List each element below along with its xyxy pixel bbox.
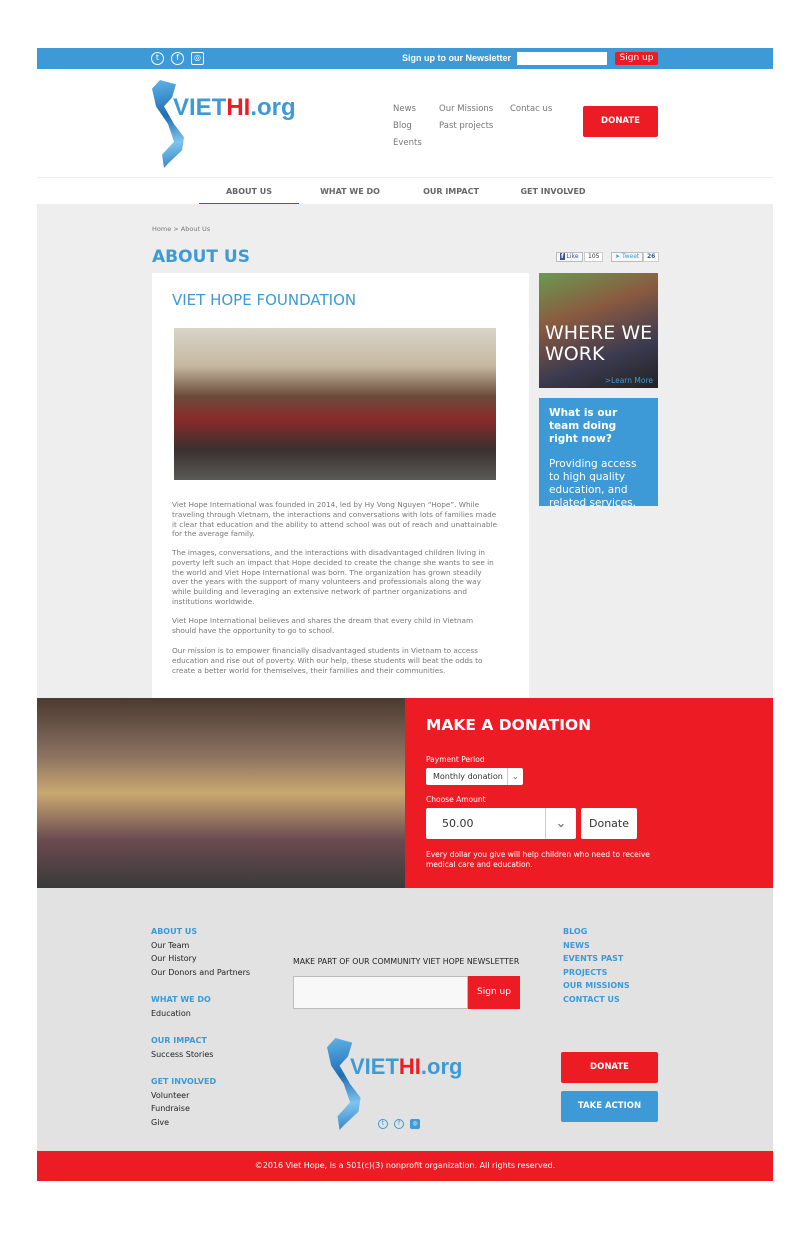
- amount-select[interactable]: 50.00 ⌄: [426, 808, 576, 839]
- nav-get-involved[interactable]: GET INVOLVED: [520, 187, 586, 196]
- footer-link[interactable]: Success Stories: [151, 1050, 214, 1059]
- chevron-down-icon: ⌄: [545, 808, 576, 839]
- footer-link[interactable]: Education: [151, 1009, 191, 1018]
- amount-label: Choose Amount: [426, 795, 486, 804]
- newsletter-label: Sign up to our Newsletter: [401, 53, 511, 63]
- instagram-icon[interactable]: ◎: [191, 52, 204, 65]
- footer-link-contact[interactable]: CONTACT US: [563, 995, 620, 1004]
- footer-heading-impact[interactable]: OUR IMPACT: [151, 1036, 207, 1045]
- footer-newsletter-label: MAKE PART OF OUR COMMUNITY VIET HOPE NEWSLETTER: [293, 957, 520, 966]
- nav-about-us[interactable]: ABOUT US: [199, 178, 299, 205]
- footer-link-news[interactable]: NEWS: [563, 941, 590, 950]
- payment-period-label: Payment Period: [426, 755, 485, 764]
- footer-donate-button[interactable]: DONATE: [561, 1052, 658, 1083]
- newsletter-email-input[interactable]: [517, 52, 607, 65]
- tweet-count: 26: [643, 252, 659, 262]
- header-link-news[interactable]: News: [393, 104, 416, 114]
- group-photo: [174, 328, 496, 480]
- donation-submit-button[interactable]: Donate: [581, 808, 637, 839]
- copyright: ©2016 Viet Hope, is a 501(c)(3) nonprofit organization. All rights reserved.: [37, 1151, 773, 1181]
- paragraph: Viet Hope International was founded in 2014, led by Hy Vong Nguyen “Hope”. While traveling through Vietnam, the interactions and conversations with lots of families made it clear that education and the ability to attend school was out of reach and unattainable for the average family.: [172, 500, 498, 539]
- header-link-events[interactable]: Events: [393, 138, 422, 148]
- learn-more-link[interactable]: >Learn More: [604, 376, 653, 385]
- take-action-button[interactable]: TAKE ACTION: [561, 1091, 658, 1122]
- card-title: VIET HOPE FOUNDATION: [172, 291, 357, 309]
- facebook-icon[interactable]: f: [171, 52, 184, 65]
- newsletter-signup-button[interactable]: Sign up: [615, 52, 658, 65]
- paragraph: Viet Hope International believes and shares the dream that every child in Vietnam should have the opportunity to go to school.: [172, 616, 474, 635]
- top-bar: [37, 48, 773, 69]
- footer-newsletter-input[interactable]: [293, 976, 468, 1009]
- breadcrumb[interactable]: Home > About Us: [152, 225, 211, 233]
- site-logo[interactable]: VIETHI.org: [173, 94, 296, 121]
- twitter-icon[interactable]: t: [151, 52, 164, 65]
- footer-heading-about[interactable]: ABOUT US: [151, 927, 198, 936]
- footer-link-projects[interactable]: PROJECTS: [563, 968, 608, 977]
- chevron-down-icon: ⌄: [507, 768, 523, 785]
- footer-signup-button[interactable]: Sign up: [468, 976, 520, 1009]
- nav-what-we-do[interactable]: WHAT WE DO: [320, 187, 380, 196]
- tweet-button[interactable]: ➤ Tweet: [611, 252, 643, 262]
- header-link-missions[interactable]: Our Missions: [439, 104, 494, 114]
- footer-link[interactable]: Our Donors and Partners: [151, 968, 251, 977]
- header-link-blog[interactable]: Blog: [393, 121, 412, 131]
- facebook-icon[interactable]: f: [394, 1119, 404, 1129]
- nav-our-impact[interactable]: OUR IMPACT: [423, 187, 479, 196]
- footer-link[interactable]: Fundraise: [151, 1104, 190, 1113]
- header-link-past-projects[interactable]: Past projects: [439, 121, 494, 131]
- paragraph: The images, conversations, and the interactions with disadvantaged children living in poverty left such an impact that Hope decided to create the change she wants to see in the world and Viet Hope International was born. The organization has grown steadily over the years with the support of many volunteers and professionals along the way while building and leveraging an extensive network of partner organizations and institutions worldwide.: [172, 548, 494, 606]
- donation-panel: [405, 698, 773, 888]
- donation-note: Every dollar you give will help children who need to receive medical care and education.: [426, 850, 650, 869]
- donation-title: MAKE A DONATION: [426, 716, 592, 734]
- footer-link-missions[interactable]: OUR MISSIONS: [563, 981, 630, 990]
- team-now-box: [539, 398, 658, 509]
- footer-logo[interactable]: VIETHI.org: [350, 1054, 463, 1079]
- children-photo: [37, 698, 405, 888]
- where-title: WHERE WE WORK: [545, 322, 653, 365]
- footer-heading-get-involved[interactable]: GET INVOLVED: [151, 1077, 217, 1086]
- footer-link[interactable]: Give: [151, 1118, 170, 1127]
- footer-heading-what-we-do[interactable]: WHAT WE DO: [151, 995, 211, 1004]
- main-nav: [37, 177, 773, 204]
- footer-link-blog[interactable]: BLOG: [563, 927, 588, 936]
- where-we-work-card[interactable]: [539, 273, 658, 388]
- paragraph: Our mission is to empower financially disadvantaged students in Vietnam to access education and rise out of poverty. With our help, these students will beat the odds to create a better world for themselves, their families and their communities.: [172, 646, 483, 675]
- team-answer: Providing access to high quality education, and related services.: [549, 458, 637, 509]
- facebook-like-button[interactable]: f Like: [556, 252, 583, 262]
- twitter-icon[interactable]: t: [378, 1119, 388, 1129]
- footer-link[interactable]: Volunteer: [151, 1091, 190, 1100]
- footer-link-events-past[interactable]: EVENTS PAST: [563, 954, 624, 963]
- footer-link[interactable]: Our Team: [151, 941, 190, 950]
- footer-link[interactable]: Our History: [151, 954, 197, 963]
- instagram-icon[interactable]: ◎: [410, 1119, 420, 1129]
- donate-button[interactable]: DONATE: [583, 106, 658, 137]
- like-count: 105: [584, 252, 603, 262]
- header-link-contact[interactable]: Contac us: [510, 104, 553, 114]
- payment-period-select[interactable]: Monthly donation ⌄: [426, 768, 523, 785]
- footer: [37, 888, 773, 1151]
- page-title: ABOUT US: [152, 247, 250, 267]
- team-question: What is our team doing right now?: [549, 407, 618, 445]
